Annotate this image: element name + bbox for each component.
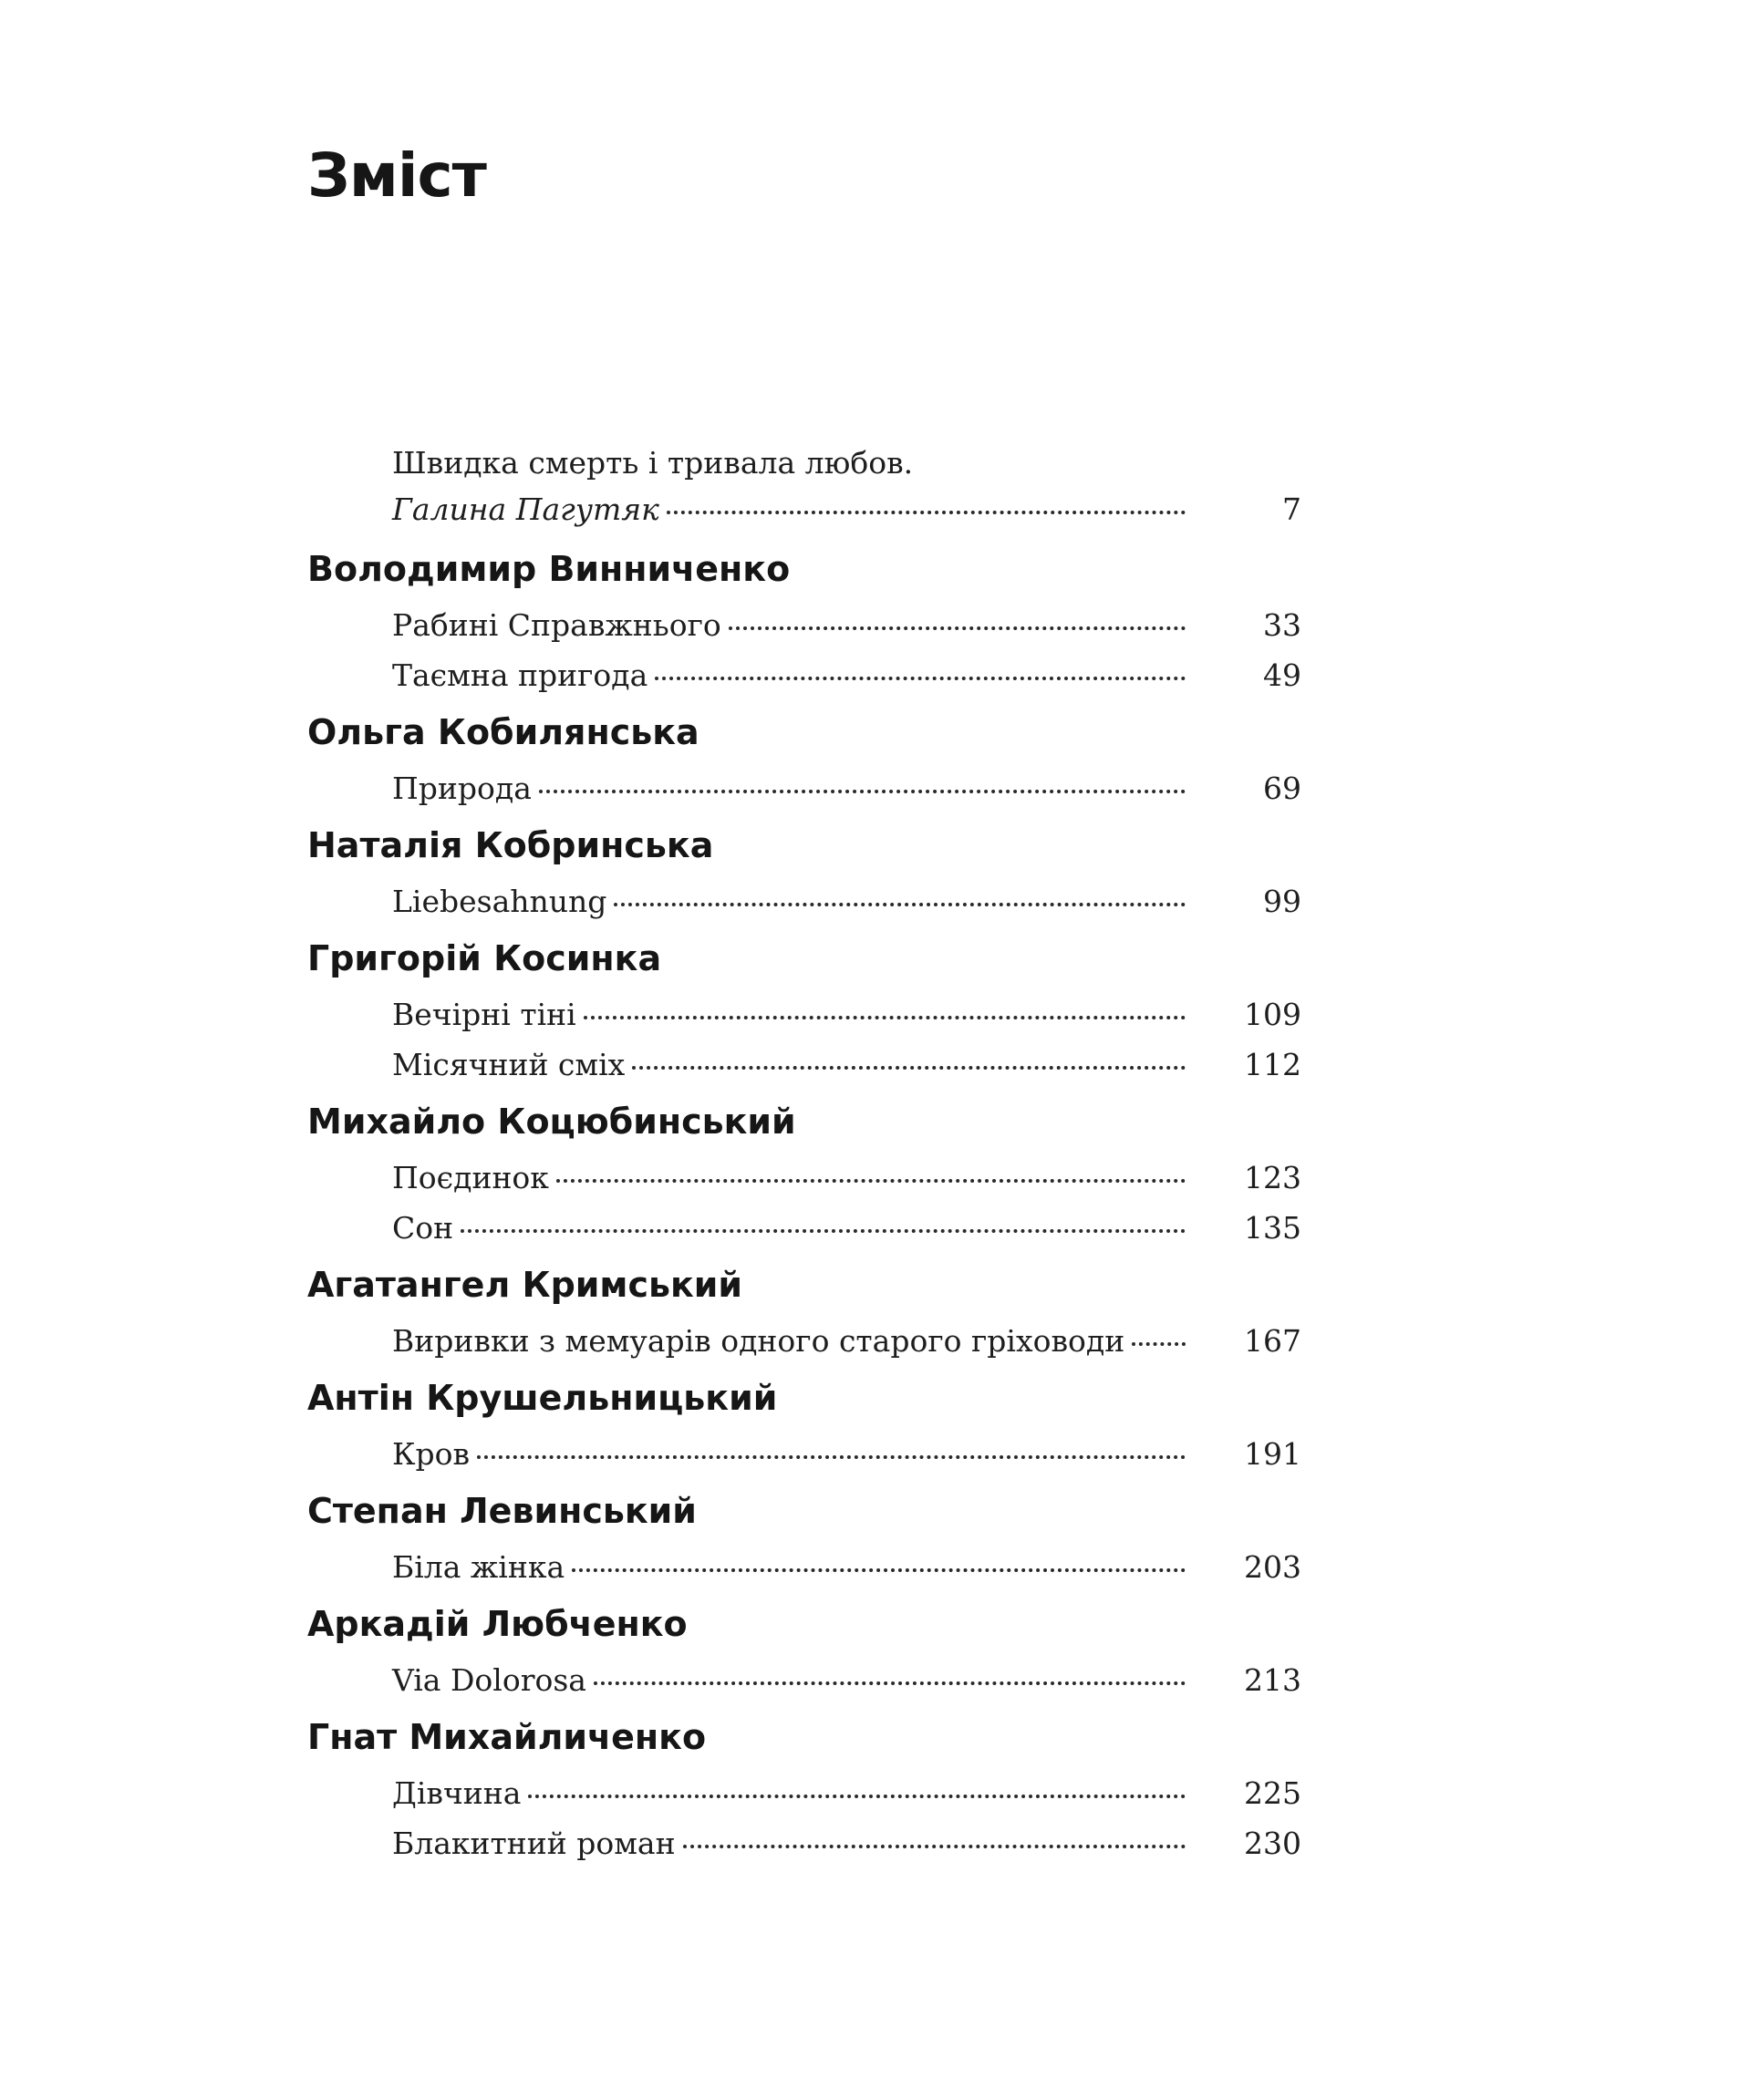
- intro-title-line: Швидка смерть і тривала любов.: [392, 445, 914, 481]
- dot-leader: [655, 673, 1186, 680]
- entry-title: Природа: [392, 771, 532, 806]
- page-title: Зміст: [307, 140, 486, 211]
- page-number: 213: [1244, 1662, 1301, 1698]
- author-heading: Степан Левинський: [307, 1491, 697, 1531]
- toc-entry-intro: [392, 489, 1304, 531]
- dot-leader: [556, 1175, 1186, 1183]
- toc-entry: [392, 1823, 1304, 1865]
- entry-title: Вечірні тіні: [392, 997, 576, 1032]
- entry-title: Кров: [392, 1436, 471, 1472]
- toc-entry: [392, 881, 1304, 923]
- author-heading: Михайло Коцюбинський: [307, 1102, 796, 1142]
- toc-entry: [392, 655, 1304, 697]
- author-heading: Ольга Кобилянська: [307, 712, 699, 752]
- entry-title: Блакитний роман: [392, 1826, 676, 1861]
- dot-leader: [667, 507, 1186, 514]
- dot-leader: [632, 1062, 1186, 1070]
- toc-entry: [392, 1660, 1304, 1702]
- toc-entry: [392, 1320, 1304, 1362]
- page-number: 203: [1244, 1549, 1301, 1585]
- entry-title: Місячний сміх: [392, 1047, 626, 1082]
- dot-leader: [572, 1565, 1186, 1572]
- author-heading: Агатангел Кримський: [307, 1265, 743, 1305]
- page-number: 109: [1244, 997, 1301, 1032]
- page-number: 167: [1244, 1323, 1301, 1359]
- dot-leader: [729, 623, 1186, 630]
- entry-title: Виривки з мемуарів одного старого гріховоди: [392, 1323, 1125, 1359]
- toc-entry: [392, 768, 1304, 810]
- dot-leader: [594, 1678, 1186, 1685]
- page-number: 123: [1244, 1160, 1301, 1195]
- author-heading: Григорій Косинка: [307, 938, 662, 978]
- entry-title: Біла жінка: [392, 1549, 565, 1585]
- toc-entry: [392, 605, 1304, 647]
- intro-author: Галина Пагутяк: [392, 491, 659, 527]
- dot-leader: [461, 1226, 1186, 1233]
- entry-title: Liebesahnung: [392, 884, 607, 919]
- toc-entry: [392, 1433, 1304, 1475]
- toc-entry: [392, 1157, 1304, 1199]
- page-number: 99: [1263, 884, 1301, 919]
- author-heading: Антін Крушельницький: [307, 1378, 778, 1418]
- author-heading: Наталія Кобринська: [307, 825, 714, 865]
- entry-title: Via Dolorosa: [392, 1662, 586, 1698]
- entry-title: Дівчина: [392, 1775, 522, 1811]
- toc-entry: [392, 1547, 1304, 1588]
- dot-leader: [584, 1012, 1186, 1019]
- entry-title: Таємна пригода: [392, 657, 648, 693]
- toc-entry: [392, 994, 1304, 1036]
- entry-title: Рабині Справжнього: [392, 607, 721, 643]
- page-number: 49: [1263, 657, 1301, 693]
- author-heading: Володимир Винниченко: [307, 549, 791, 589]
- dot-leader: [614, 899, 1186, 906]
- author-heading: Аркадій Любченко: [307, 1604, 688, 1644]
- entry-title: Поєдинок: [392, 1160, 549, 1195]
- entry-title: Сон: [392, 1210, 454, 1246]
- page-number: 112: [1244, 1047, 1301, 1082]
- dot-leader: [528, 1791, 1186, 1798]
- page-number: 225: [1244, 1775, 1301, 1811]
- dot-leader: [1132, 1339, 1186, 1346]
- dot-leader: [477, 1452, 1186, 1459]
- page-number: 33: [1263, 607, 1301, 643]
- toc-entry: [392, 1044, 1304, 1086]
- dot-leader: [539, 786, 1186, 793]
- dot-leader: [683, 1841, 1186, 1848]
- toc-entry: [392, 1207, 1304, 1249]
- toc-entry: [392, 1773, 1304, 1815]
- page-number: 230: [1244, 1826, 1301, 1861]
- author-heading: Гнат Михайличенко: [307, 1717, 707, 1757]
- page-number: 69: [1263, 771, 1301, 806]
- page-number: 7: [1282, 491, 1301, 527]
- page-number: 191: [1244, 1436, 1301, 1472]
- page-number: 135: [1244, 1210, 1301, 1246]
